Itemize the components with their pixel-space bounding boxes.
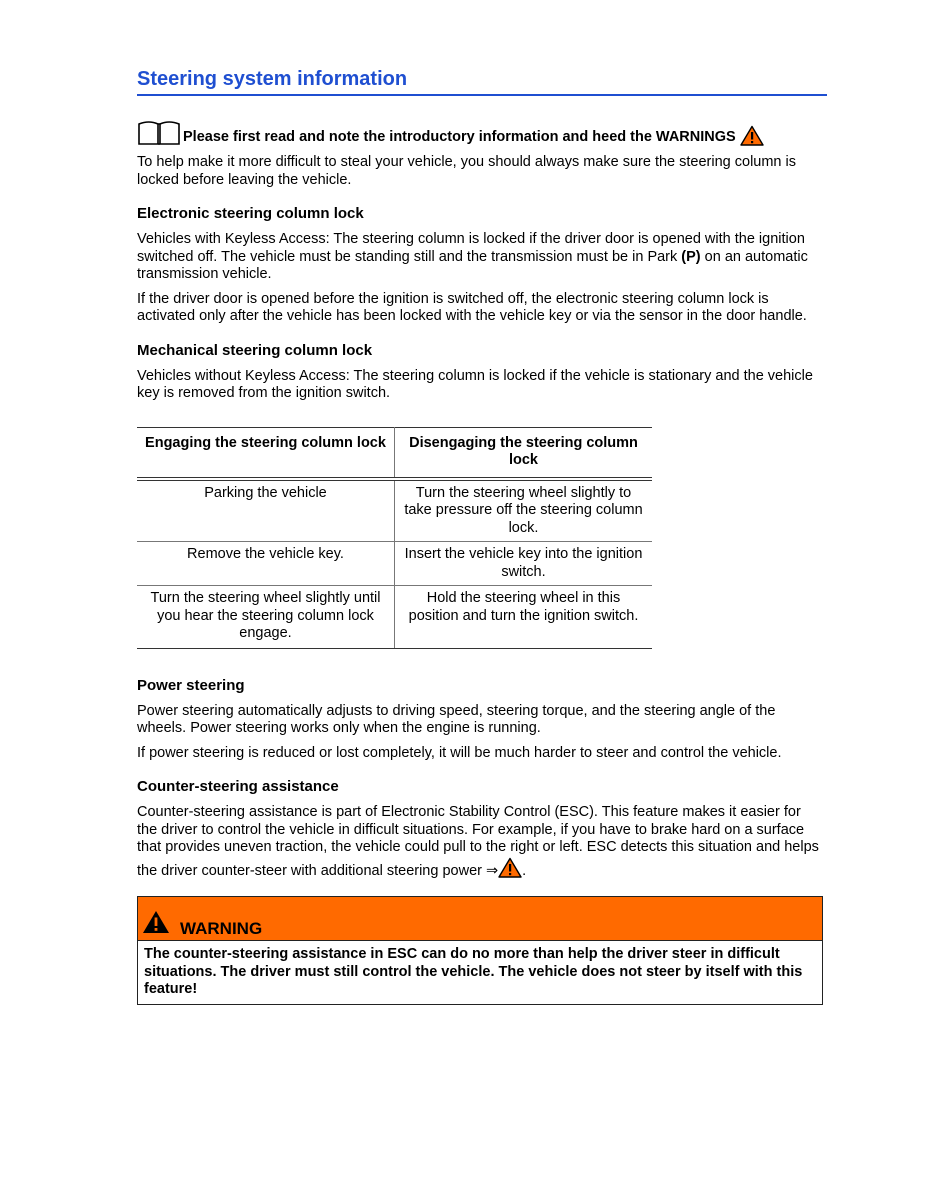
warning-sign-icon <box>142 910 170 934</box>
counter-steering-text: Counter-steering assistance is part of Electronic Stability Control (ESC). This feature makes it easier for the driver to control the vehicle in difficult situations. For example, if you have to brake hard on a surface that provides uneven traction, the vehicle could pull to the right or left. ESC detects this situation and helps the driver counter-steer with additional steering power <box>137 804 819 879</box>
warning-header <box>138 897 822 940</box>
warning-triangle-icon <box>740 125 764 146</box>
table-cell: Hold the steering wheel in this position and turn the ignition switch. <box>395 586 653 649</box>
steering-lock-table <box>137 427 652 649</box>
heading-electronic-lock: Electronic steering column lock <box>137 205 364 222</box>
table-row <box>137 586 652 649</box>
counter-steering-paragraph <box>137 804 822 880</box>
heading-mechanical-lock: Mechanical steering column lock <box>137 341 373 359</box>
reference-arrow: ⇒ <box>485 862 499 879</box>
table-cell: Insert the vehicle key into the ignition switch. <box>395 542 653 586</box>
heading-counter-steering: Counter-steering assistance <box>137 778 339 795</box>
electronic-lock-paragraph-1 <box>137 231 822 284</box>
warning-box <box>137 896 823 1005</box>
table-cell: Parking the vehicle <box>137 479 395 542</box>
warning-text: The counter-steering assistance in ESC can do no more than help the driver steer in difficult situations. The driver must still control the vehicle. The vehicle does not steer by itself with this feature! <box>138 940 822 1004</box>
table-row <box>137 542 652 586</box>
warning-triangle-icon[interactable] <box>498 857 522 878</box>
power-steering-paragraph-2: If power steering is reduced or lost completely, it will be much harder to steer and control the vehicle. <box>137 744 782 761</box>
page-title: Steering system information <box>137 66 827 96</box>
intro-paragraph: To help make it more difficult to steal your vehicle, you should always make sure the steering column is locked before leaving the vehicle. <box>137 154 796 188</box>
table-header-engaging: Engaging the steering column lock <box>137 427 395 479</box>
warning-label: WARNING <box>180 918 263 938</box>
mechanical-lock-paragraph: Vehicles without Keyless Access: The steering column is locked if the vehicle is stationary and the vehicle key is removed from the ignition switch. <box>137 367 813 401</box>
intro-text: Please first read and note the introductory information and heed the WARNINGS <box>183 128 736 145</box>
book-icon <box>137 120 181 146</box>
intro-notice <box>137 120 827 146</box>
table-row <box>137 479 652 542</box>
sentence-end: . <box>522 862 527 879</box>
electronic-lock-text-a: Vehicles with Keyless Access: The steering column is locked if the driver door is opened with the ignition switched off. The vehicle must be standing still and the transmission must be in Park <box>137 231 805 265</box>
electronic-lock-text-b: on an automatic transmission vehicle. <box>137 248 808 282</box>
table-cell: Remove the vehicle key. <box>137 542 395 586</box>
page <box>137 66 827 1005</box>
heading-power-steering: Power steering <box>137 676 245 694</box>
table-cell: Turn the steering wheel slightly to take pressure off the steering column lock. <box>395 479 653 542</box>
table-header-row <box>137 427 652 479</box>
table-header-disengaging: Disengaging the steering column lock <box>395 427 653 479</box>
park-position-label: (P) <box>681 248 701 265</box>
table-cell: Turn the steering wheel slightly until you hear the steering column lock engage. <box>137 586 395 649</box>
power-steering-paragraph-1: Power steering automatically adjusts to driving speed, steering torque, and the steering angle of the wheels. Power steering works only when the engine is running. <box>137 702 776 736</box>
electronic-lock-paragraph-2: If the driver door is opened before the ignition is switched off, the electronic steering column lock is activated only after the vehicle has been locked with the vehicle key or via the sensor in the door handle. <box>137 290 807 324</box>
